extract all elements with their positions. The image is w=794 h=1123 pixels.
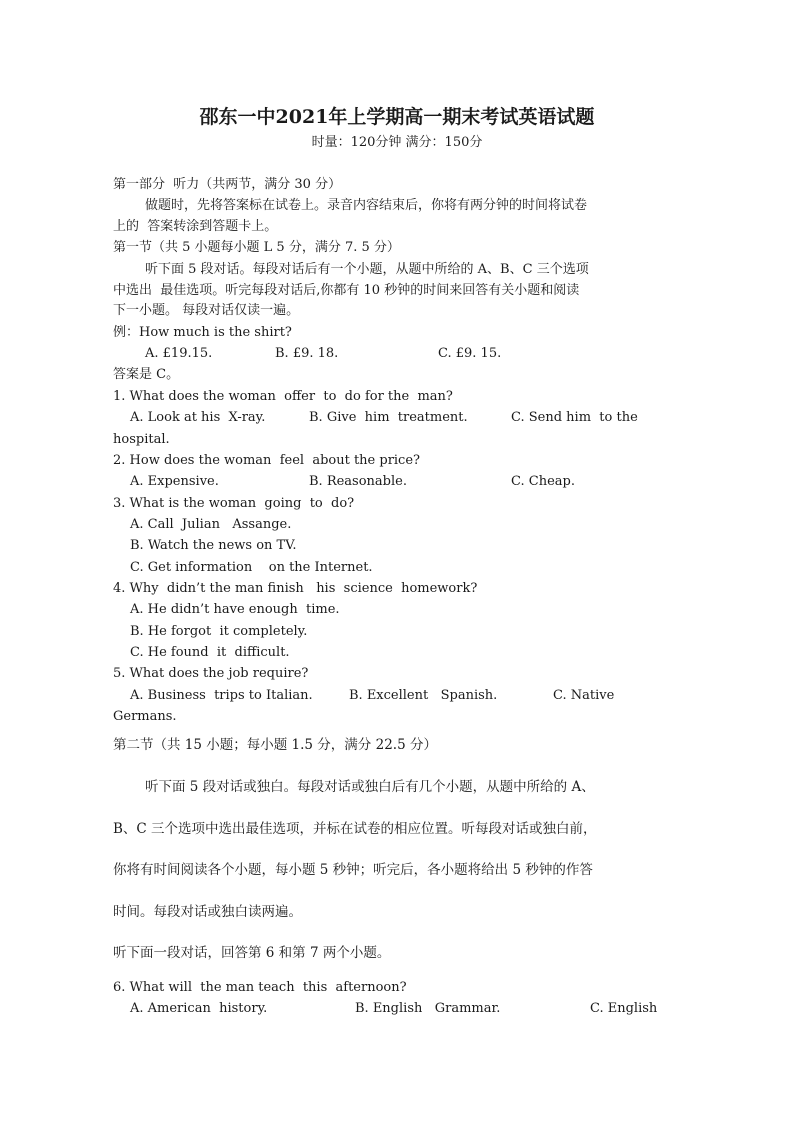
section2-heading: 第二节（共 15 小题；每小题 1.5 分，满分 22.5 分） [113,737,437,753]
section2-instr-line2: B、C 三个选项中选出最佳选项，并标在试卷的相应位置。听每段对话或独白前， [113,821,597,837]
part1-heading: 第一部分 听力（共两节，满分 30 分） [113,177,342,192]
page-title: 邵东一中2021年上学期高一期末考试英语试题 [199,106,595,128]
page-subtitle: 时量：120分钟 满分：150分 [311,135,483,150]
question-1-option-c: C. Send him to the [511,410,638,425]
question-4-option-a: A. He didn’t have enough time. [130,602,340,617]
question-1-option-a: A. Look at his X-ray. [130,410,266,425]
section1-instr-line3: 下一小题。 每段对话仅读一遍。 [113,303,300,318]
question-1-option-b: B. Give him treatment. [309,410,468,425]
question-4-option-c: C. He found it difficult. [130,645,290,660]
example-question: 例：How much is the shirt? [113,325,292,340]
question-3-option-b: B. Watch the news on TV. [130,538,297,553]
question-6-option-c: C. English [590,1001,658,1016]
question-5-option-c-cont: Germans. [113,709,177,724]
section1-heading: 第一节（共 5 小题每小题 L 5 分，满分 7. 5 分） [113,240,400,255]
section2-instr-line1: 听下面 5 段对话或独白。每段对话或独白后有几个小题，从题中所给的 A、 [145,779,595,795]
question-2-option-b: B. Reasonable. [309,474,407,489]
section1-instr-line1: 听下面 5 段对话。每段对话后有一个小题，从题中所给的 A、B、C 三个选项 [145,262,589,277]
question-4: 4. Why didn’t the man finish his science homework? [113,581,478,596]
question-1-option-c-cont: hospital. [113,432,170,447]
question-6: 6. What will the man teach this afternoon? [113,980,407,995]
question-3-option-a: A. Call Julian Assange. [130,517,292,532]
question-6-option-a: A. American history. [130,1001,268,1016]
example-option-c: C. £9. 15. [438,346,502,361]
section2-instr-line4: 时间。每段对话或独白读两遍。 [113,904,302,920]
question-2-option-a: A. Expensive. [130,474,219,489]
question-2: 2. How does the woman feel about the price? [113,453,421,468]
dialog-intro: 听下面一段对话，回答第 6 和第 7 两个小题。 [113,945,391,961]
question-1: 1. What does the woman offer to do for the man? [113,389,453,404]
section2-instr-line3: 你将有时间阅读各个小题，每小题 5 秒钟；听完后，各小题将给出 5 秒钟的作答 [113,862,593,878]
question-4-option-b: B. He forgot it completely. [130,624,308,639]
example-answer: 答案是 C。 [113,367,180,382]
part1-intro-line1: 做题时，先将答案标在试卷上。录音内容结束后，你将有两分钟的时间将试卷 [145,198,588,213]
question-3-option-c: C. Get information on the Internet. [130,560,373,575]
question-3: 3. What is the woman going to do? [113,496,355,511]
question-5-option-a: A. Business trips to Italian. [130,688,313,703]
question-2-option-c: C. Cheap. [511,474,575,489]
question-5-option-c: C. Native [553,688,615,703]
part1-intro-line2: 上的 答案转涂到答题卡上。 [113,219,278,234]
question-5-option-b: B. Excellent Spanish. [349,688,498,703]
question-5: 5. What does the job require? [113,666,309,681]
example-option-a: A. £19.15. [145,346,213,361]
question-6-option-b: B. English Grammar. [355,1001,501,1016]
example-option-b: B. £9. 18. [275,346,339,361]
section1-instr-line2: 中选出 最佳选项。听完每段对话后,你都有 10 秒钟的时间来回答有关小题和阅读 [113,283,580,298]
